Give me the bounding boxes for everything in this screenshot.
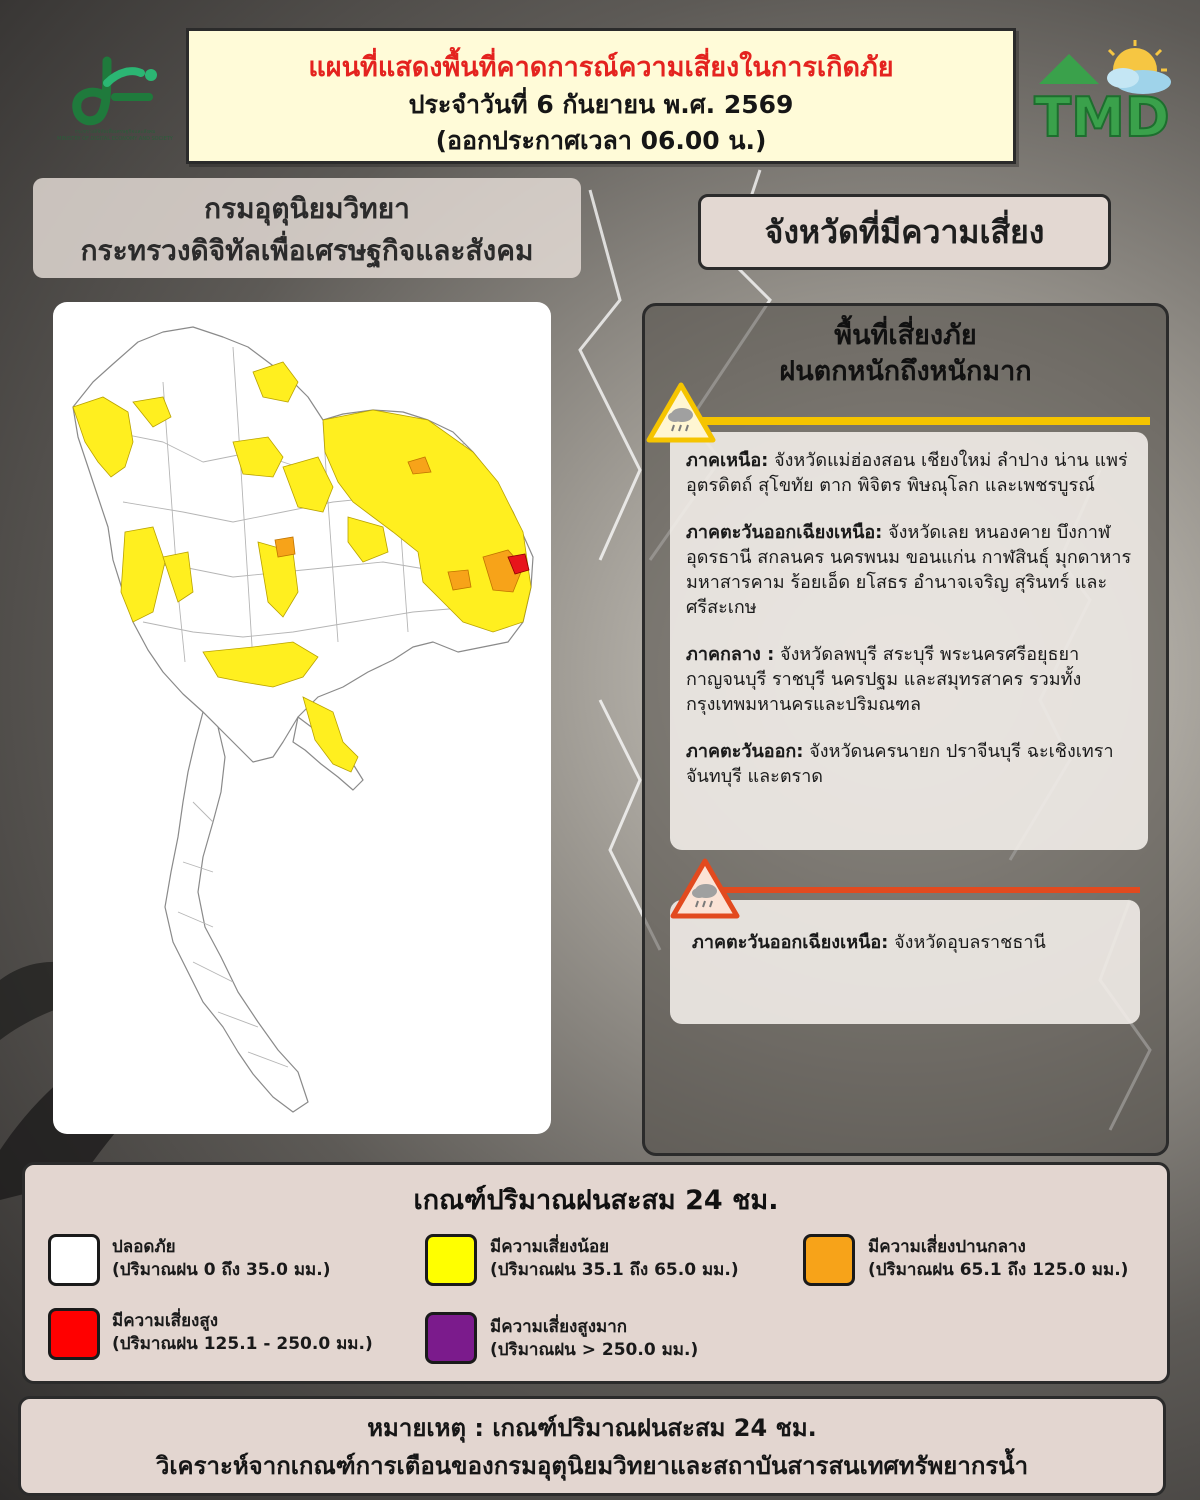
legend-range: (ปริมาณฝน 125.1 - 250.0 มม.)	[112, 1334, 373, 1354]
legend-swatch-low	[425, 1234, 477, 1286]
note-line2: วิเคราะห์จากเกณฑ์การเตือนของกรมอุตุนิยมวิทยาและสถาบันสารสนเทศทรัพยากรน้ำ	[155, 1452, 1029, 1480]
low-risk-card	[670, 432, 1148, 850]
legend-swatch-high	[48, 1308, 100, 1360]
thailand-risk-map	[53, 302, 551, 1134]
issued-line: (ออกประกาศเวลา 06.00 น.)	[435, 126, 767, 155]
province-list: จังหวัดนครนายก ปราจีนบุรี ฉะเชิงเทรา จันทบุรี และตราด	[686, 741, 1114, 787]
dde-logo-mark	[67, 53, 163, 129]
region-label: ภาคกลาง :	[686, 644, 775, 665]
region-northeast-medium	[692, 930, 1120, 955]
risk-panel-title-line2: ฝนตกหนักถึงหนักมาก	[779, 356, 1032, 387]
logo-caption-en: MINISTRY OF DIGITAL ECONOMY AND SOCIETY	[57, 136, 173, 142]
region-label: ภาคเหนือ:	[686, 450, 769, 471]
date-line: ประจำวันที่ 6 กันยายน พ.ศ. 2569	[408, 90, 794, 119]
legend-range: (ปริมาณฝน 65.1 ถึง 125.0 มม.)	[868, 1260, 1129, 1280]
dde-logo	[55, 45, 175, 155]
page-title: แผนที่แสดงพื้นที่คาดการณ์ความเสี่ยงในการเกิดภัย	[308, 52, 894, 83]
low-risk-bar	[680, 417, 1150, 425]
note-line1: หมายเหตุ : เกณฑ์ปริมาณฝนสะสม 24 ชม.	[367, 1414, 817, 1442]
heavy-rain-warning-icon	[670, 858, 740, 920]
legend-title: เกณฑ์ปริมาณฝนสะสม 24 ชม.	[413, 1185, 779, 1216]
legend-item-very-high	[490, 1316, 698, 1362]
legend-range: (ปริมาณฝน 35.1 ถึง 65.0 มม.)	[490, 1260, 739, 1280]
logo-caption-th: กระทรวงดิจิทัลเพื่อเศรษฐกิจและสังคม	[74, 129, 156, 135]
province-list: จังหวัดอุบลราชธานี	[888, 932, 1046, 953]
legend-label: มีความเสี่ยงน้อย	[490, 1237, 610, 1257]
tmd-logo	[1025, 40, 1180, 145]
legend-label: มีความเสี่ยงสูง	[112, 1311, 219, 1331]
medium-risk-bar	[690, 887, 1140, 893]
region-east	[686, 739, 1134, 789]
region-label: ภาคตะวันออกเฉียงเหนือ:	[692, 932, 889, 953]
legend-item-high	[112, 1310, 373, 1356]
risk-area-medium	[275, 537, 295, 557]
risk-provinces-title: จังหวัดที่มีความเสี่ยง	[698, 194, 1111, 270]
lightning-bolt	[580, 190, 640, 560]
title-box	[186, 28, 1016, 164]
region-north	[686, 448, 1134, 498]
tmd-logo-text: TMD	[1034, 86, 1170, 145]
region-central	[686, 642, 1134, 717]
risk-panel-title	[642, 318, 1169, 390]
department-name: กรมอุตุนิยมวิทยา	[204, 192, 410, 225]
province-list: จังหวัดแม่ฮ่องสอน เชียงใหม่ ลำปาง น่าน แพร่ อุตรดิตถ์ สุโขทัย ตาก พิจิตร พิษณุโลก และเพชรบูรณ์	[686, 450, 1128, 496]
legend-label: ปลอดภัย	[112, 1237, 176, 1257]
legend-label: มีความเสี่ยงปานกลาง	[868, 1237, 1026, 1257]
legend-range: (ปริมาณฝน > 250.0 มม.)	[490, 1340, 699, 1360]
region-label: ภาคตะวันออก:	[686, 741, 804, 762]
legend-label: มีความเสี่ยงสูงมาก	[490, 1317, 628, 1337]
region-northeast	[686, 520, 1134, 620]
province-list: จังหวัดเลย หนองคาย บึงกาฬ อุดรธานี สกลนคร นครพนม ขอนแก่น กาฬสินธุ์ มุกดาหาร มหาสารคาม ร้อยเอ็ด ยโสธร อำนาจเจริญ สุรินทร์ และศรีสะเกษ	[686, 522, 1132, 618]
heavy-rain-warning-icon	[646, 382, 716, 444]
risk-panel-title-line1: พื้นที่เสี่ยงภัย	[834, 320, 977, 351]
note-box	[18, 1396, 1166, 1496]
medium-risk-card	[670, 900, 1140, 1024]
legend-item-low	[490, 1236, 739, 1282]
thailand-map-svg	[53, 302, 551, 1134]
legend-swatch-safe	[48, 1234, 100, 1286]
legend-item-safe	[112, 1236, 330, 1282]
legend-item-medium	[868, 1236, 1128, 1282]
legend-range: (ปริมาณฝน 0 ถึง 35.0 มม.)	[112, 1260, 331, 1280]
ministry-name: กระทรวงดิจิทัลเพื่อเศรษฐกิจและสังคม	[80, 234, 534, 267]
region-label: ภาคตะวันออกเฉียงเหนือ:	[686, 522, 883, 543]
legend-swatch-very-high	[425, 1312, 477, 1364]
map-region-south	[165, 712, 308, 1112]
province-list: จังหวัดลพบุรี สระบุรี พระนครศรีอยุธยา กาญจนบุรี ราชบุรี นครปฐม และสมุทรสาคร รวมทั้งกรุงเทพมหานครและปริมณฑล	[686, 644, 1082, 715]
legend-swatch-medium	[803, 1234, 855, 1286]
department-label	[33, 178, 581, 278]
